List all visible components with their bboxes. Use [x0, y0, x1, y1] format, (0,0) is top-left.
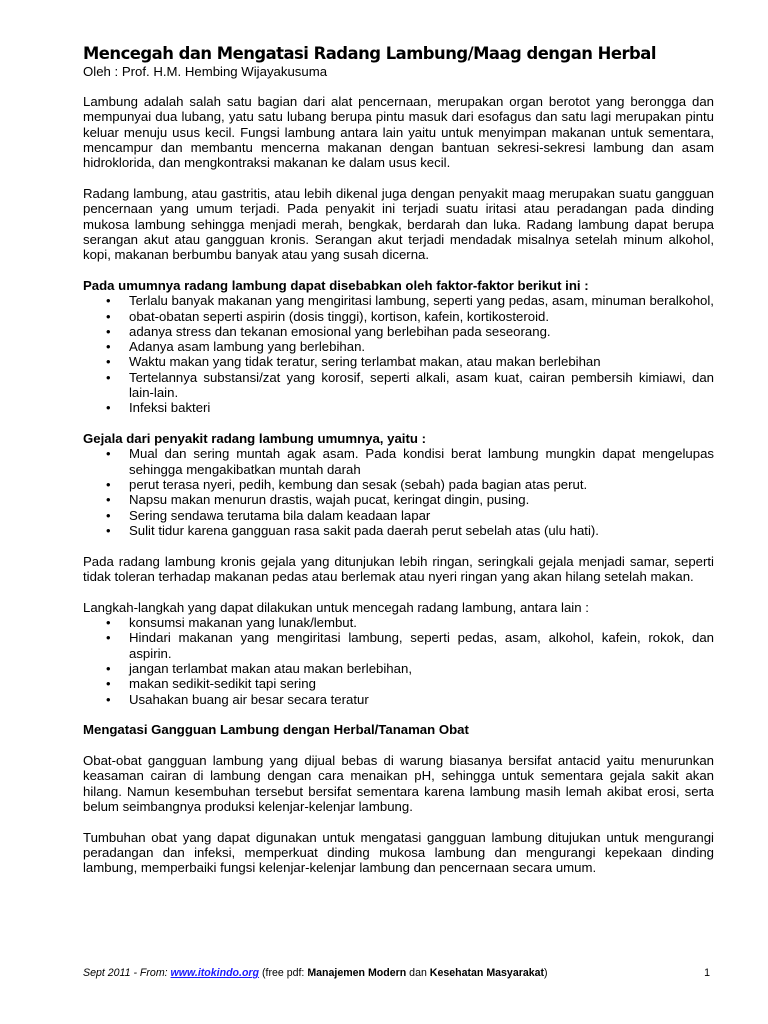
list-prevention — [83, 615, 714, 707]
paragraph-antacid: Obat-obat gangguan lambung yang dijual bebas di warung biasanya bersifat antacid yaitu menurunkan keasaman cairan di lambung dengan cara menaikan pH, sehingga untuk sementara gejala sakit akan hilang. Namun kesembuhan tersebut bersifat sementara karena lambung masih lemah akibat erosi, serta belum seimbangnya produksi kelenjar-kelenjar lambung. — [83, 753, 714, 815]
footer-book2: Kesehatan Masyarakat — [429, 967, 545, 979]
list-item — [83, 630, 714, 661]
list-item — [83, 370, 714, 401]
list-item-text: perut terasa nyeri, pedih, kembung dan sesak (sebah) pada bagian atas perut. — [129, 477, 588, 493]
footer-suffix: ) — [544, 967, 548, 979]
bullet-icon: • — [106, 522, 111, 538]
list-item-text: Terlalu banyak makanan yang mengiritasi lambung, seperti yang pedas, asam, minuman beralkohol, — [129, 293, 714, 309]
list-item — [83, 400, 714, 415]
list-item-text: Sulit tidur karena gangguan rasa sakit pada daerah perut sebelah atas (ulu hati). — [129, 522, 599, 538]
document-title: Mencegah dan Mengatasi Radang Lambung/Maag dengan Herbal — [83, 44, 656, 63]
list-item-text: Adanya asam lambung yang berlebihan. — [129, 339, 366, 355]
footer-book1: Manajemen Modern — [307, 967, 407, 979]
list-item-text: makan sedikit-sedikit tapi sering — [129, 676, 316, 692]
bullet-icon: • — [106, 507, 111, 523]
list-item-text: Tertelannya substansi/zat yang korosif, seperti alkali, asam kuat, cairan pembersih kimiawi, dan lain-lain. — [129, 369, 714, 401]
list-item-text: jangan terlambat makan atau makan berlebihan, — [129, 661, 412, 676]
bullet-icon: • — [106, 477, 111, 493]
list-item-text: Waktu makan yang tidak teratur, sering terlambat makan, atau makan berlebihan — [129, 354, 601, 370]
list-causes — [83, 293, 714, 415]
list-symptoms — [83, 446, 714, 538]
heading-symptoms: Gejala dari penyakit radang lambung umumnya, yaitu : — [83, 431, 426, 447]
list-item — [83, 523, 714, 538]
bullet-icon: • — [106, 446, 111, 462]
list-item — [83, 692, 714, 707]
list-item — [83, 354, 714, 369]
paragraph-prevention-intro: Langkah-langkah yang dapat dilakukan untuk mencegah radang lambung, antara lain : — [83, 599, 589, 615]
list-item — [83, 615, 714, 630]
bullet-icon: • — [106, 369, 111, 385]
paragraph-gastritis: Radang lambung, atau gastritis, atau lebih dikenal juga dengan penyakit maag merupakan suatu gangguan pencernaan yang umum terjadi. Pada penyakit ini terjadi suatu iritasi atau peradangan pada dinding mukosa lambung sehingga menjadi merah, bengkak, berdarah dan luka. Radang lambung dapat berupa serangan akut atau gangguan kronis. Serangan akut terjadi mendadak misalnya setelah minum alkohol, kopi, makanan berbumbu banyak atau yang susah dicerna. — [83, 185, 714, 263]
heading-herbal: Mengatasi Gangguan Lambung dengan Herbal/Tanaman Obat — [83, 722, 469, 738]
bullet-icon: • — [106, 400, 111, 416]
paragraph-chronic: Pada radang lambung kronis gejala yang ditunjukan lebih ringan, seringkali gejala menjadi samar, seperti tidak toleran terhadap makanan pedas atau berlemak atau nyeri ringan yang akan hilang setelah makan. — [83, 553, 714, 585]
list-item-text: Sering sendawa terutama bila dalam keadaan lapar — [129, 507, 431, 523]
bullet-icon: • — [106, 293, 111, 309]
list-item — [83, 661, 714, 676]
footer-link[interactable]: www.itokindo.org — [170, 967, 260, 979]
document-body — [83, 44, 714, 891]
footer-middle: (free pdf: — [259, 967, 308, 979]
list-item-text: Mual dan sering muntah agak asam. Pada kondisi berat lambung mungkin dapat mengelupas sehingga mengakibatkan muntah darah — [129, 446, 714, 477]
bullet-icon: • — [106, 615, 111, 631]
list-item — [83, 293, 714, 308]
page-footer — [83, 966, 714, 980]
bullet-icon: • — [106, 630, 111, 646]
paragraph-herbal-plants: Tumbuhan obat yang dapat digunakan untuk mengatasi gangguan lambung ditujukan untuk mengurangi peradangan dan infeksi, memperkuat dinding mukosa lambung dan mengurangi kepekaan dinding lambung, memperbaiki fungsi kelenjar-kelenjar lambung dan pencernaan secara umum. — [83, 829, 714, 876]
list-item — [83, 676, 714, 691]
list-item — [83, 508, 714, 523]
bullet-icon: • — [106, 323, 111, 339]
bullet-icon: • — [106, 661, 111, 676]
list-item — [83, 309, 714, 324]
bullet-icon: • — [106, 691, 111, 707]
bullet-icon: • — [106, 492, 111, 508]
bullet-icon: • — [106, 676, 111, 692]
footer-prefix: Sept 2011 - From: — [83, 967, 171, 979]
bullet-icon: • — [106, 339, 111, 355]
footer-and: dan — [406, 967, 430, 979]
list-item — [83, 477, 714, 492]
heading-causes: Pada umumnya radang lambung dapat disebabkan oleh faktor-faktor berikut ini : — [83, 277, 589, 293]
list-item-text: Infeksi bakteri — [129, 400, 211, 416]
paragraph-intro: Lambung adalah salah satu bagian dari alat pencernaan, merupakan organ berotot yang berongga dan mempunyai dua lubang, yatu satu lubang berupa pintu masuk dari esofagus dan satu lagi merupakan pintu keluar menuju usus kecil. Fungsi lambung antara lain yaitu untuk menyimpan makanan untuk sementara, mencampur dan membantu mencerna makanan dengan bantuan sekresi-sekresi lambung dan asam hidroklorida, dan mengkontraksi makanan ke dalam usus kecil. — [83, 94, 714, 171]
list-item-text: Napsu makan menurun drastis, wajah pucat, keringat dingin, pusing. — [129, 492, 530, 508]
list-item — [83, 339, 714, 354]
page-number: 1 — [704, 967, 710, 979]
bullet-icon: • — [106, 308, 111, 324]
list-item — [83, 324, 714, 339]
author-line: Oleh : Prof. H.M. Hembing Wijayakusuma — [83, 64, 328, 79]
list-item-text: konsumsi makanan yang lunak/lembut. — [129, 615, 357, 631]
bullet-icon: • — [106, 354, 111, 370]
list-item-text: Hindari makanan yang mengiritasi lambung, seperti pedas, asam, alkohol, kafein, rokok, dan aspirin. — [129, 630, 714, 661]
list-item — [83, 446, 714, 477]
list-item-text: obat-obatan seperti aspirin (dosis tinggi), kortison, kafein, kortikosteroid. — [129, 308, 550, 324]
list-item-text: Usahakan buang air besar secara teratur — [129, 691, 369, 707]
list-item-text: adanya stress dan tekanan emosional yang berlebihan pada seseorang. — [129, 323, 551, 339]
list-item — [83, 492, 714, 507]
